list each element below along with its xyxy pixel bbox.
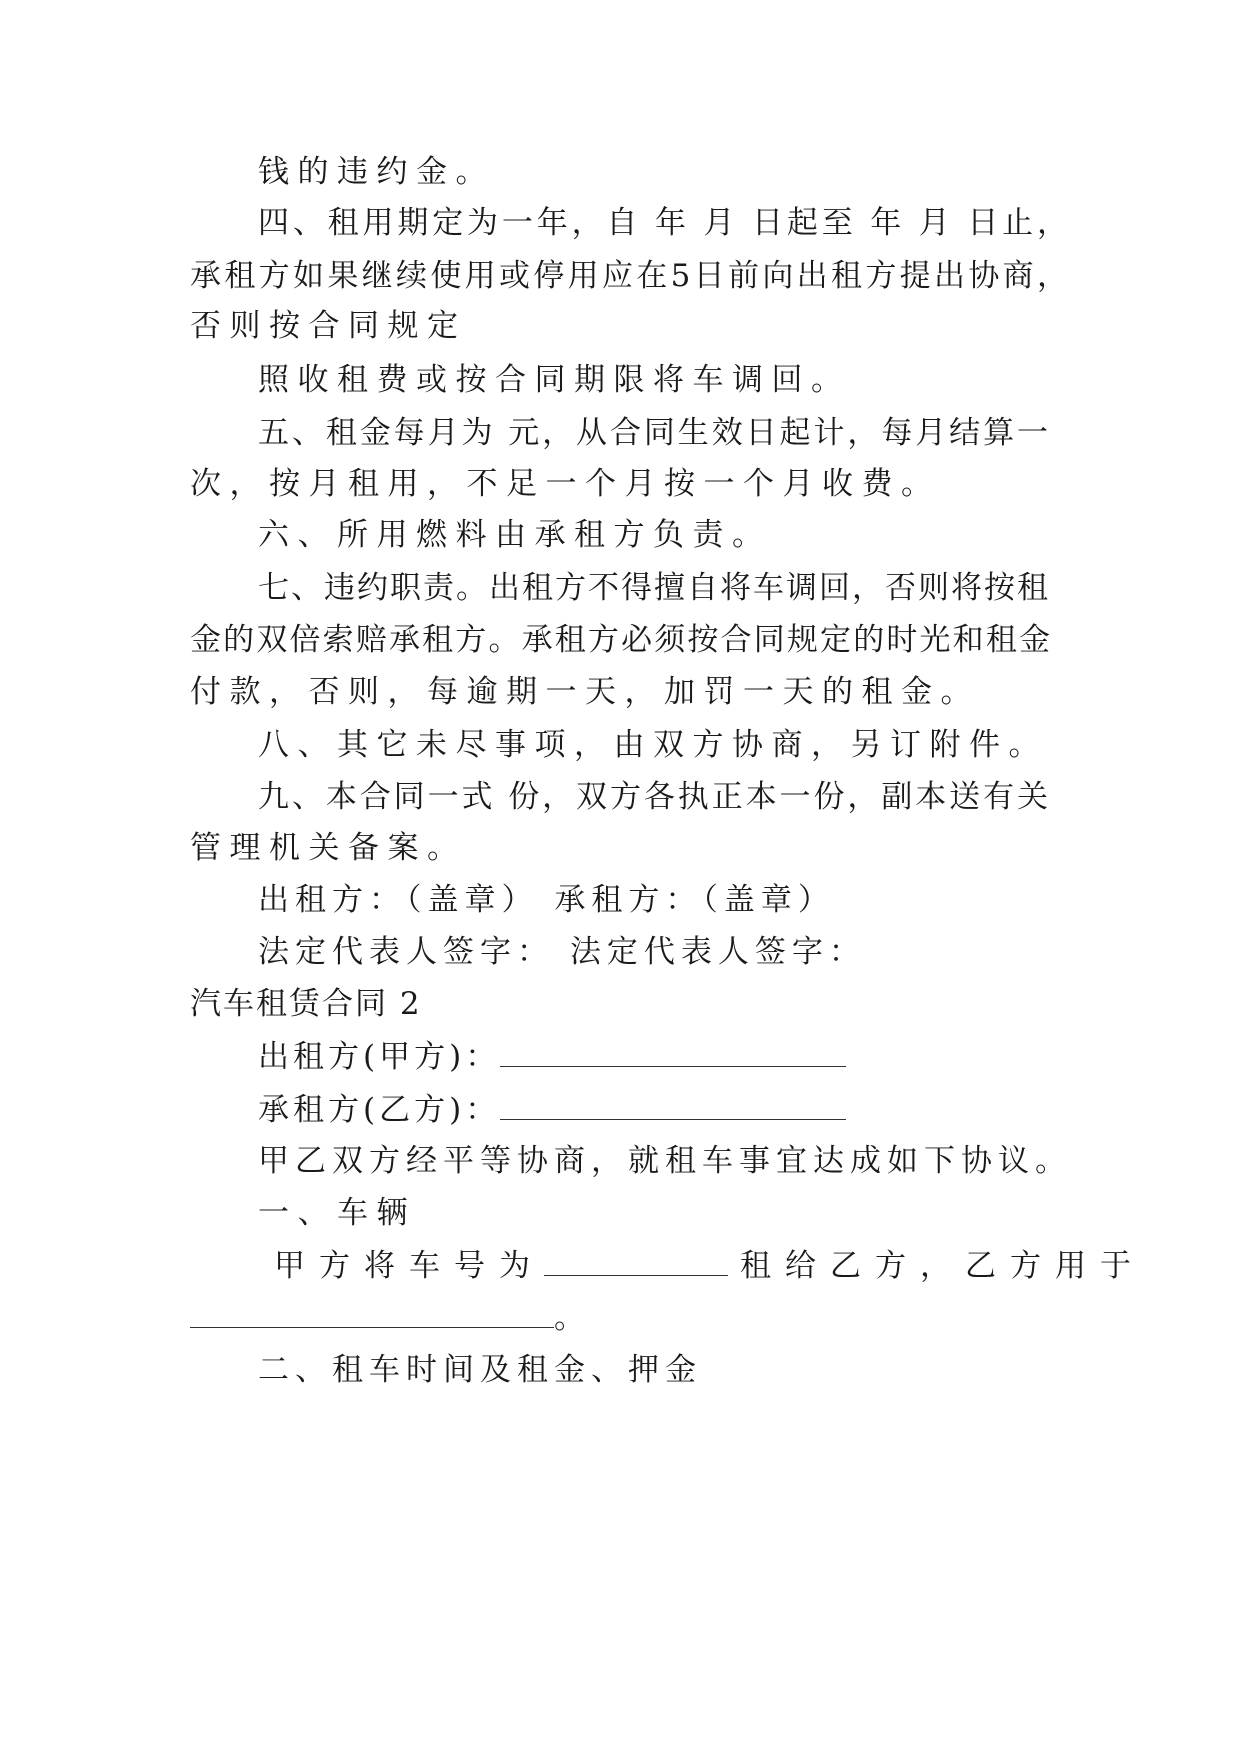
lessee-field [258, 1090, 846, 1130]
lessor-blank [500, 1042, 846, 1067]
vehicle-plate-label: 甲方将车号为 [274, 1248, 544, 1284]
signature-rep-line: 法定代表人签字： 法定代表人签字： [258, 934, 866, 970]
lessor-field [258, 1037, 846, 1077]
text-line: 付款，否则，每逾期一天，加罚一天的租金。 [190, 674, 980, 710]
text-line: 钱的违约金。 [258, 154, 495, 190]
vehicle-use-blank [190, 1303, 554, 1328]
text-line: 六、所用燃料由承租方负责。 [258, 517, 772, 553]
period-mark: 。 [554, 1300, 594, 1336]
signature-seal-line: 出租方：（盖章） 承租方：（盖章） [258, 882, 835, 918]
text-line: 九、本合同一式 份，双方各执正本一份，副本送有关 [258, 779, 1048, 815]
lessee-label: 承租方(乙方)： [258, 1092, 501, 1128]
vehicle-plate-blank [544, 1251, 728, 1276]
lessee-blank [500, 1095, 846, 1120]
text-line: 八、其它未尽事项，由双方协商，另订附件。 [258, 727, 1048, 763]
text-line: 次，按月租用，不足一个月按一个月收费。 [190, 466, 941, 502]
text-line: 照收租费或按合同期限将车调回。 [258, 362, 851, 398]
text-line: 七、违约职责。出租方不得擅自将车调回，否则将按租 [258, 570, 1048, 606]
text-line: 四、租用期定为一年，自 年 月 日起至 年 月 日止， [258, 205, 1068, 241]
section-heading: 汽车租赁合同 2 [190, 986, 422, 1022]
text-line: 金的双倍索赔承租方。承租方必须按合同规定的时光和租金 [190, 622, 1050, 658]
text-line: 否则按合同规定 [190, 308, 467, 344]
vehicle-use-label: 租给乙方，乙方用于 [740, 1248, 1145, 1284]
vehicle-line [274, 1246, 1145, 1286]
text-line: 一、车辆 [258, 1195, 416, 1231]
text-line: 承租方如果继续使用或停用应在5日前向出租方提出协商， [190, 258, 1068, 294]
lessor-label: 出租方(甲方)： [258, 1039, 501, 1075]
vehicle-use-line [190, 1298, 594, 1338]
text-line: 甲乙双方经平等协商，就租车事宜达成如下协议。 [258, 1143, 1072, 1179]
text-line: 二、租车时间及租金、押金 [258, 1352, 702, 1388]
text-line: 五、租金每月为 元，从合同生效日起计，每月结算一 [258, 415, 1048, 451]
text-line: 管理机关备案。 [190, 830, 467, 866]
